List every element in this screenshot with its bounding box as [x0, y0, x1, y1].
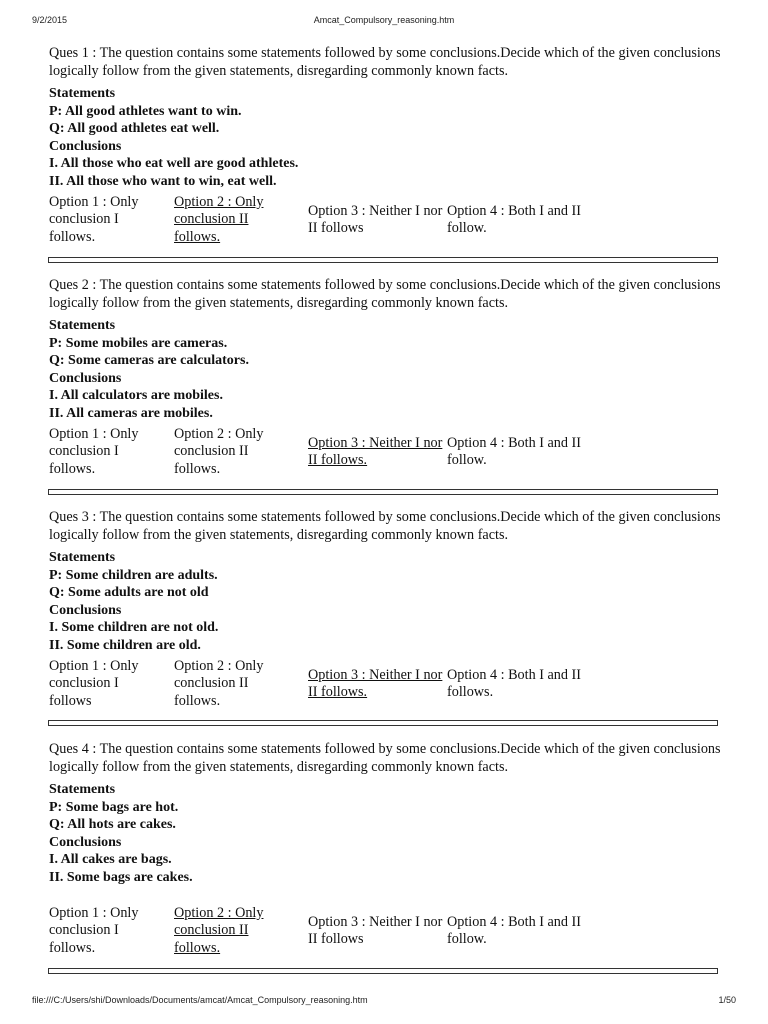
option-2[interactable] [174, 656, 289, 712]
question-text: Ques 2 : The question contains some statements followed by some conclusions.Decide which of the given conclusions logically follow from the given statements, disregarding commonly known facts. [49, 277, 721, 311]
option-label: Option 4 : Both I and II follow. [447, 913, 581, 947]
conclusion-2: II. All cameras are mobiles. [49, 405, 213, 421]
option-label: Option 4 : Both I and II follow. [447, 202, 581, 236]
statement-q: Q: Some cameras are calculators. [49, 353, 249, 368]
option-1[interactable] [49, 903, 164, 959]
option-label: Option 2 : Only conclusion II follows. [174, 425, 264, 477]
conclusion-1: I. Some children are not old. [49, 620, 219, 635]
conclusions-heading: Conclusions [49, 138, 122, 154]
statement-p: P: Some bags are hot. [49, 799, 179, 815]
option-label: Option 3 : Neither I nor II follows [308, 913, 443, 947]
conclusions-heading: Conclusions [49, 602, 122, 618]
statements-heading: Statements [49, 86, 116, 101]
conclusion-1: I. All calculators are mobiles. [49, 388, 223, 403]
conclusion-1: I. All those who eat well are good athletes. [49, 156, 299, 171]
statement-p: P: Some mobiles are cameras. [49, 335, 228, 351]
statement-p: P: Some children are adults. [49, 567, 218, 583]
options-row [49, 424, 729, 480]
document-title: Amcat_Compulsory_reasoning.htm [313, 15, 455, 25]
option-label: Option 1 : Only conclusion I follows. [49, 904, 139, 956]
option-2[interactable] [174, 424, 289, 480]
option-1[interactable] [49, 424, 164, 480]
option-4[interactable] [447, 903, 582, 959]
statements-block [49, 781, 729, 886]
print-date: 9/2/2015 [32, 15, 68, 25]
question-2 [49, 277, 729, 480]
option-label: Option 1 : Only conclusion I follows. [49, 425, 139, 477]
option-1[interactable] [49, 656, 164, 712]
question-1 [49, 45, 729, 248]
option-4[interactable] [447, 424, 582, 480]
option-label: Option 2 : Only conclusion II follows. [174, 904, 264, 956]
statement-q: Q: Some adults are not old [49, 585, 209, 600]
option-4[interactable] [447, 192, 582, 248]
page-number: 1/50 [718, 995, 736, 1005]
question-text: Ques 3 : The question contains some statements followed by some conclusions.Decide which of the given conclusions logically follow from the given statements, disregarding commonly known facts. [49, 509, 721, 543]
conclusion-1: I. All cakes are bags. [49, 852, 172, 867]
conclusion-2: II. All those who want to win, eat well. [49, 173, 277, 189]
conclusions-heading: Conclusions [49, 370, 122, 386]
print-footer [0, 995, 768, 1009]
option-1[interactable] [49, 192, 164, 248]
option-2-selected[interactable] [174, 192, 289, 248]
statements-heading: Statements [49, 318, 116, 333]
options-row [49, 903, 729, 959]
question-text: Ques 1 : The question contains some statements followed by some conclusions.Decide which of the given conclusions logically follow from the given statements, disregarding commonly known facts. [49, 45, 721, 79]
option-label: Option 3 : Neither I nor II follows [308, 202, 443, 236]
option-3-selected[interactable] [308, 424, 443, 480]
option-label: Option 3 : Neither I nor II follows. [308, 666, 443, 700]
question-separator [48, 257, 718, 263]
question-separator [48, 968, 718, 974]
option-4[interactable] [447, 656, 582, 712]
option-3[interactable] [308, 903, 443, 959]
option-2-selected[interactable] [174, 903, 289, 959]
option-label: Option 3 : Neither I nor II follows. [308, 434, 443, 468]
option-3-selected[interactable] [308, 656, 443, 712]
conclusion-2: II. Some children are old. [49, 637, 201, 653]
option-label: Option 2 : Only conclusion II follows. [174, 657, 264, 709]
file-path: file:///C:/Users/shi/Downloads/Documents/amcat/Amcat_Compulsory_reasoning.htm [32, 995, 368, 1005]
statements-block [49, 549, 729, 654]
option-label: Option 1 : Only conclusion I follows. [49, 193, 139, 245]
statement-q: Q: All hots are cakes. [49, 817, 176, 832]
question-separator [48, 720, 718, 726]
option-label: Option 4 : Both I and II follows. [447, 666, 581, 700]
option-label: Option 1 : Only conclusion I follows [49, 657, 139, 709]
options-row [49, 656, 729, 712]
question-text: Ques 4 : The question contains some statements followed by some conclusions.Decide which of the given conclusions logically follow from the given statements, disregarding commonly known facts. [49, 741, 721, 775]
question-3 [49, 509, 729, 712]
question-separator [48, 489, 718, 495]
question-4 [49, 741, 729, 959]
conclusions-heading: Conclusions [49, 834, 122, 850]
option-3[interactable] [308, 192, 443, 248]
conclusion-2: II. Some bags are cakes. [49, 869, 193, 885]
statements-block [49, 317, 729, 422]
statements-block [49, 85, 729, 190]
statements-heading: Statements [49, 782, 116, 797]
options-row [49, 192, 729, 248]
statement-p: P: All good athletes want to win. [49, 103, 242, 119]
statement-q: Q: All good athletes eat well. [49, 121, 220, 136]
option-label: Option 4 : Both I and II follow. [447, 434, 581, 468]
option-label: Option 2 : Only conclusion II follows. [174, 193, 264, 245]
print-header [0, 15, 768, 29]
statements-heading: Statements [49, 550, 116, 565]
